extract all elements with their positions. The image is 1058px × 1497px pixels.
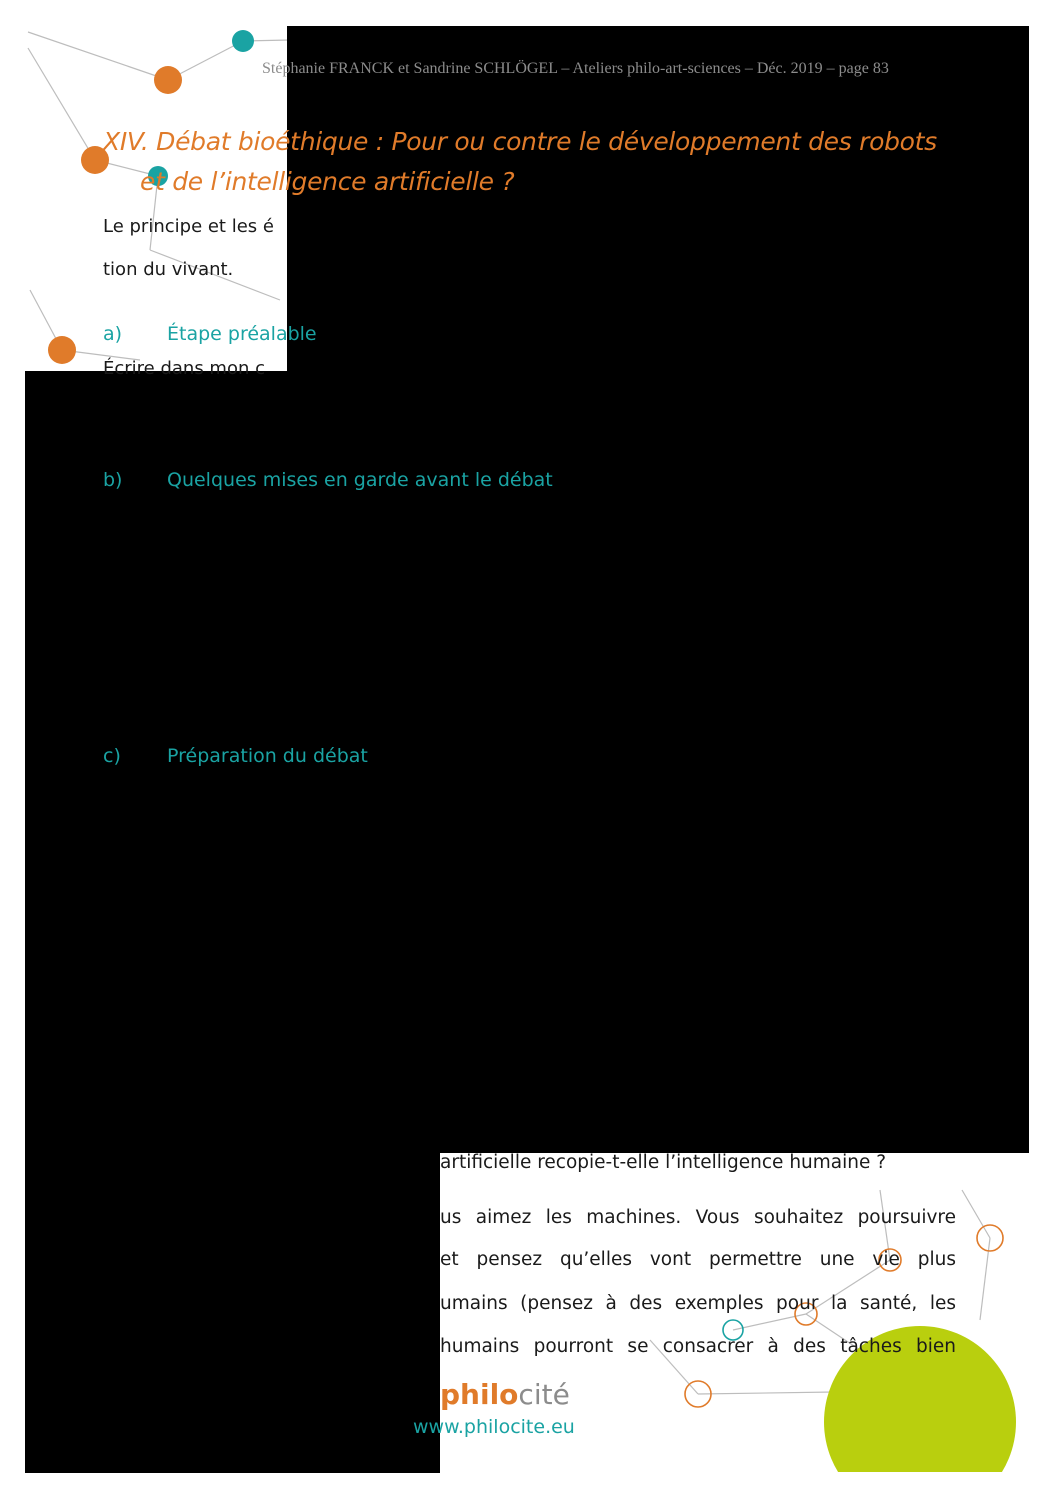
lower-text-line-2: us aimez les machines. Vous souhaitez poursuivre [440,1207,956,1228]
section-a-heading [103,323,353,349]
lower-text-line-5: humains pourront se consacrer à des tâches bien [440,1336,956,1357]
lower-text-line-4: umains (pensez à des exemples pour la santé, les [440,1293,956,1314]
section-c-letter: c) [103,745,121,767]
redaction-block-bottom-left [25,1153,440,1473]
lower-text-line-3: et pensez qu’elles vont permettre une vie plus [440,1249,956,1270]
section-a-text: Écrire dans mon c [103,358,266,379]
section-c-heading [103,745,463,771]
intro-text-line-2: tion du vivant. [103,259,234,280]
section-title-line-2: et de l’intelligence artificielle ? [140,167,515,196]
philocite-logo [440,1378,570,1411]
logo-part-cite: cité [518,1378,570,1411]
running-header: Stéphanie FRANCK et Sandrine SCHLÖGEL – Ateliers philo-art-sciences – Déc. 2019 – page 83 [262,60,889,77]
section-a-letter: a) [103,323,123,345]
section-title-line-1: XIV. Débat bioéthique : Pour ou contre le développement des robots [103,127,937,156]
section-b-letter: b) [103,469,123,491]
lower-text-line-1: artificielle recopie-t-elle l’intelligence humaine ? [440,1152,887,1173]
logo-part-philo: philo [440,1378,519,1411]
intro-text-line-1: Le principe et les é [103,216,274,237]
section-a-label: Étape préalable [167,323,317,345]
footer-url[interactable]: www.philocite.eu [413,1416,575,1438]
section-b-label: Quelques mises en garde avant le débat [167,469,553,491]
section-c-label: Préparation du débat [167,745,368,767]
section-b-heading [103,469,623,495]
